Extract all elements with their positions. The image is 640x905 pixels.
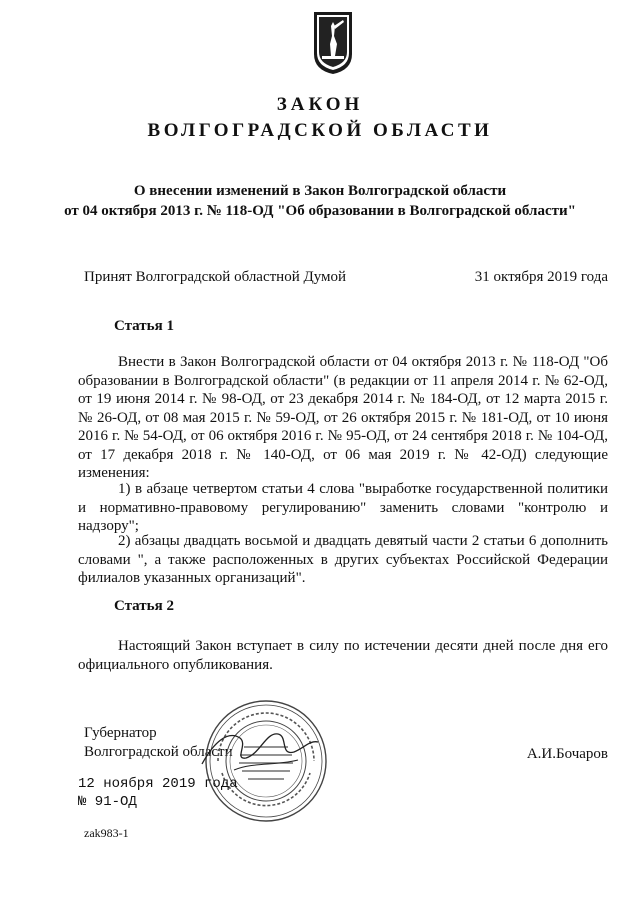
signed-date: 12 ноября 2019 года [78, 776, 238, 792]
subject-line-1: О внесении изменений в Закон Волгоградской области [133, 183, 507, 199]
subject-line-2: от 04 октября 2013 г. № 118-ОД "Об образовании в Волгоградской области" [64, 203, 576, 219]
article-1-item-1: 1) в абзаце четвертом статьи 4 слова "выработке государственной политики и нормативно-правовому регулированию" заменить словами "контролю и надзору"; [78, 481, 608, 534]
law-title: ЗАКОН [276, 94, 364, 115]
article-1-item-2: 2) абзацы двадцать восьмой и двадцать девятый части 2 статьи 6 дополнить словами ", а также расположенных в других субъектах Российской Федерации филиалов указанных организаций". [78, 533, 608, 586]
adoption-text: Принят Волгоградской областной Думой [84, 269, 347, 285]
law-subject [0, 181, 640, 221]
article-1-heading: Статья 1 [114, 318, 174, 334]
handwritten-signature [194, 712, 324, 782]
article-2-heading: Статья 2 [114, 598, 174, 614]
article-2-text: Настоящий Закон вступает в силу по истечении десяти дней после дня его официального опубликования. [78, 638, 608, 673]
adoption-date: 31 октября 2019 года [474, 269, 608, 285]
governor-title-line-2: Волгоградской области [84, 744, 233, 760]
signer-name: А.И.Бочаров [526, 746, 608, 762]
document-code: zak983-1 [84, 826, 129, 840]
volgograd-coat-of-arms-icon [312, 10, 354, 76]
governor-title-line-1: Губернатор [84, 725, 157, 741]
law-region-title: ВОЛГОГРАДСКОЙ ОБЛАСТИ [147, 120, 493, 141]
article-1-intro: Внести в Закон Волгоградской области от 04 октября 2013 г. № 118-ОД "Об образовании в Волгоградской области" (в редакции от 11 апреля 2014 г. № 62-ОД, от 19 июня 2014 г. № 98-ОД, от 23 декабря 2014 г. № 184-ОД, от 12 марта 2015 г. № 26-ОД, от 08 мая 2015 г. № 59-ОД, от 26 октября 2015 г. № 181-ОД, от 10 июня 2016 г. № 54-ОД, от 06 октября 2016 г. № 95-ОД, от 24 сентября 2018 г. № 104-ОД, от 17 декабря 2018 г. № 140-ОД, от 06 мая 2019 г. № 42-ОД) следующие изменения: [78, 354, 608, 481]
law-number: № 91-ОД [78, 794, 137, 810]
